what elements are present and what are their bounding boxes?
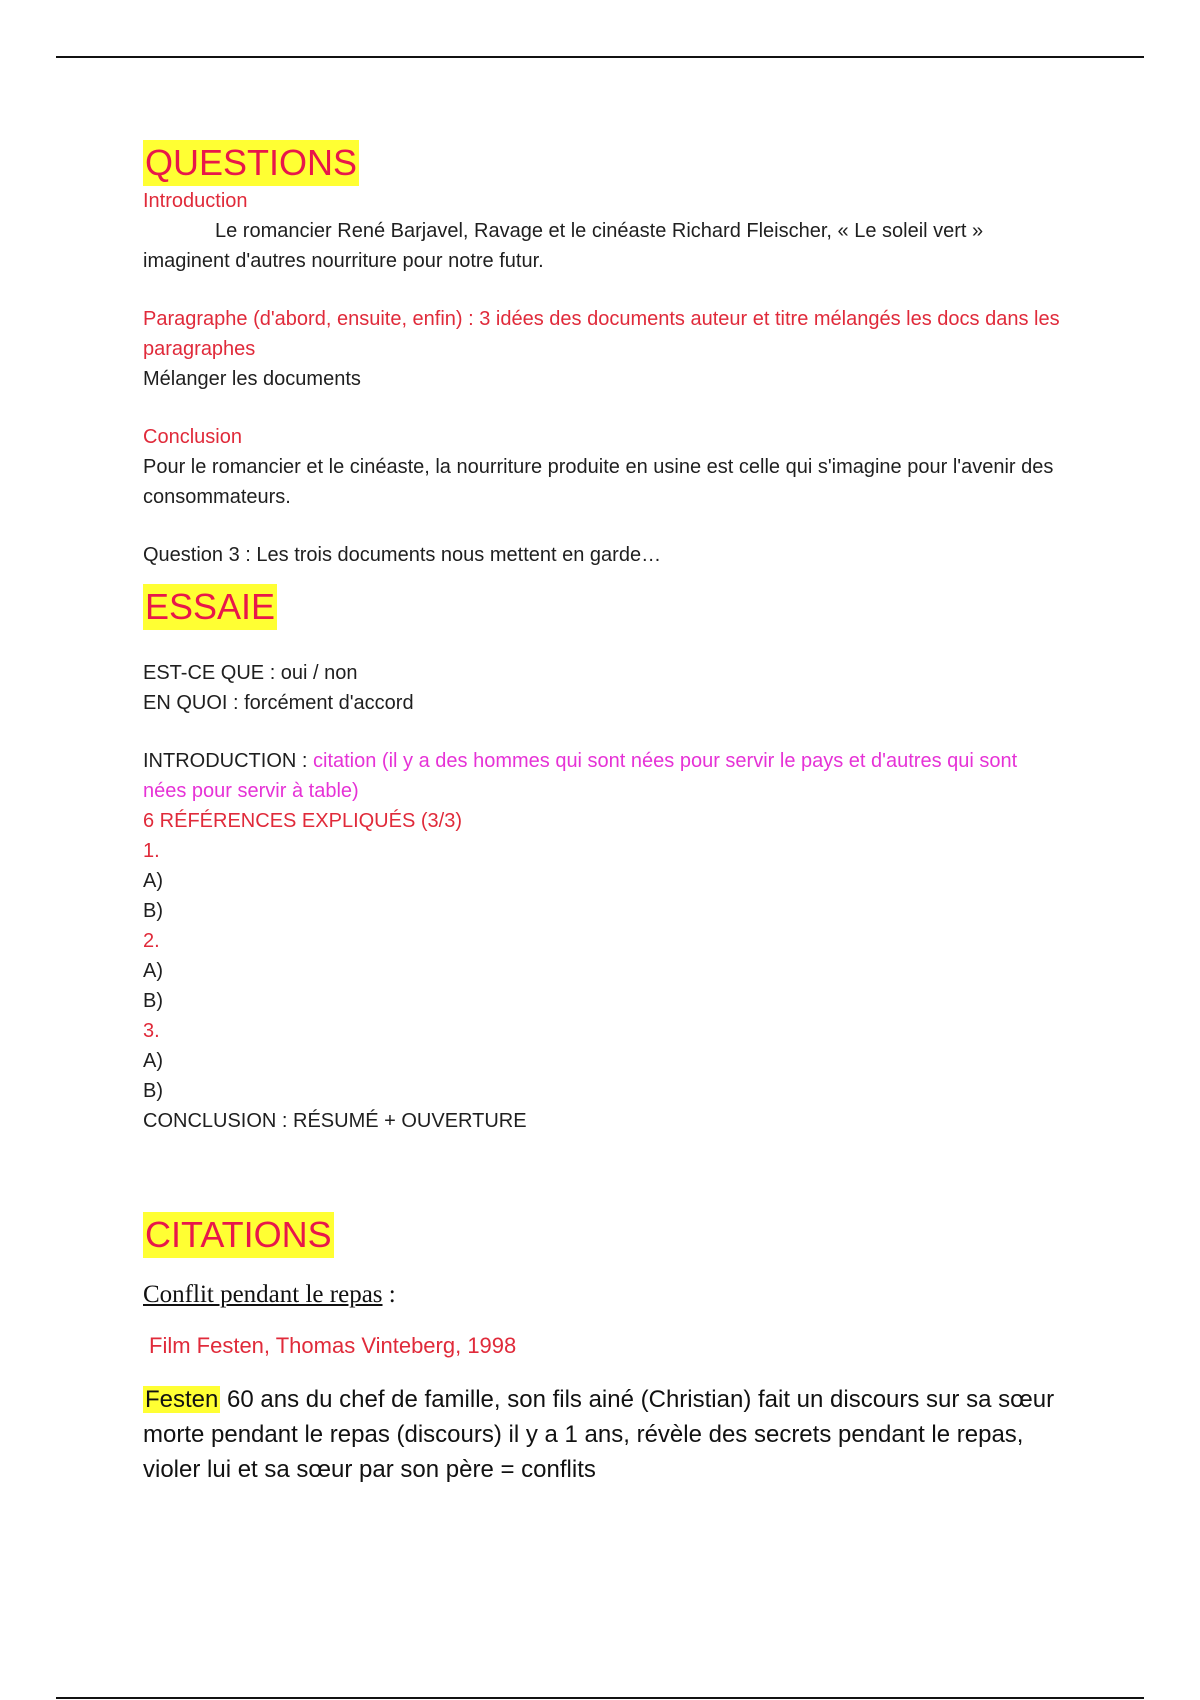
bottom-rule bbox=[56, 1697, 1144, 1699]
item-b: B) bbox=[143, 990, 163, 1012]
festen-text: 60 ans du chef de famille, son fils ainé (Christian) fait un discours sur sa sœur morte pendant le repas (discours) il y a 1 ans, révèle des secrets pendant le repas, violer lui et sa sœur par son père = conflits bbox=[143, 1386, 1055, 1483]
intro-citation: citation (il y a des hommes qui sont nées pour servir le pays et d'autres qui sont nées pour servir à table) bbox=[143, 750, 1018, 802]
item-number: 2. bbox=[143, 930, 160, 952]
essaie-line-2: EN QUOI : forcément d'accord bbox=[143, 692, 414, 714]
essaie-introduction bbox=[143, 746, 1063, 806]
essaie-heading: ESSAIE bbox=[143, 584, 277, 630]
item-a: A) bbox=[143, 960, 163, 982]
item-b: B) bbox=[143, 1080, 163, 1102]
citations-heading: CITATIONS bbox=[143, 1212, 334, 1258]
item-a: A) bbox=[143, 870, 163, 892]
conclusion-text: Pour le romancier et le cinéaste, la nourriture produite en usine est celle qui s'imagine pour l'avenir des consommateurs. bbox=[143, 456, 1054, 508]
item-b: B) bbox=[143, 900, 163, 922]
item-number: 3. bbox=[143, 1020, 160, 1042]
festen-paragraph bbox=[143, 1382, 1063, 1487]
item-a: A) bbox=[143, 1050, 163, 1072]
subtitle-underlined: Conflit pendant le repas bbox=[143, 1281, 383, 1308]
citations-subtitle bbox=[143, 1278, 1063, 1312]
essaie-conclusion: CONCLUSION : RÉSUMÉ + OUVERTURE bbox=[143, 1110, 527, 1132]
intro-label: Introduction bbox=[143, 190, 248, 212]
festen-highlight: Festen bbox=[145, 1386, 219, 1413]
intro-text: Le romancier René Barjavel, Ravage et le cinéaste Richard Fleischer, « Le soleil vert » imaginent d'autres nourriture pour notre futur. bbox=[143, 220, 984, 272]
references-line: 6 RÉFÉRENCES EXPLIQUÉS (3/3) bbox=[143, 810, 462, 832]
questions-heading: QUESTIONS bbox=[143, 140, 359, 186]
question-3: Question 3 : Les trois documents nous mettent en garde… bbox=[143, 544, 662, 566]
document-page bbox=[143, 140, 1063, 1487]
item-number: 1. bbox=[143, 840, 160, 862]
paragraph-label: Paragraphe (d'abord, ensuite, enfin) : 3 idées des documents auteur et titre mélangés les docs dans les paragraphes bbox=[143, 308, 1060, 360]
subtitle-suffix: : bbox=[382, 1281, 396, 1308]
top-rule bbox=[56, 56, 1144, 58]
paragraph-text: Mélanger les documents bbox=[143, 368, 361, 390]
conclusion-label: Conclusion bbox=[143, 426, 242, 448]
essaie-line-1: EST-CE QUE : oui / non bbox=[143, 662, 358, 684]
film-reference: Film Festen, Thomas Vinteberg, 1998 bbox=[149, 1333, 517, 1358]
intro-label-caps: INTRODUCTION : bbox=[143, 750, 313, 772]
